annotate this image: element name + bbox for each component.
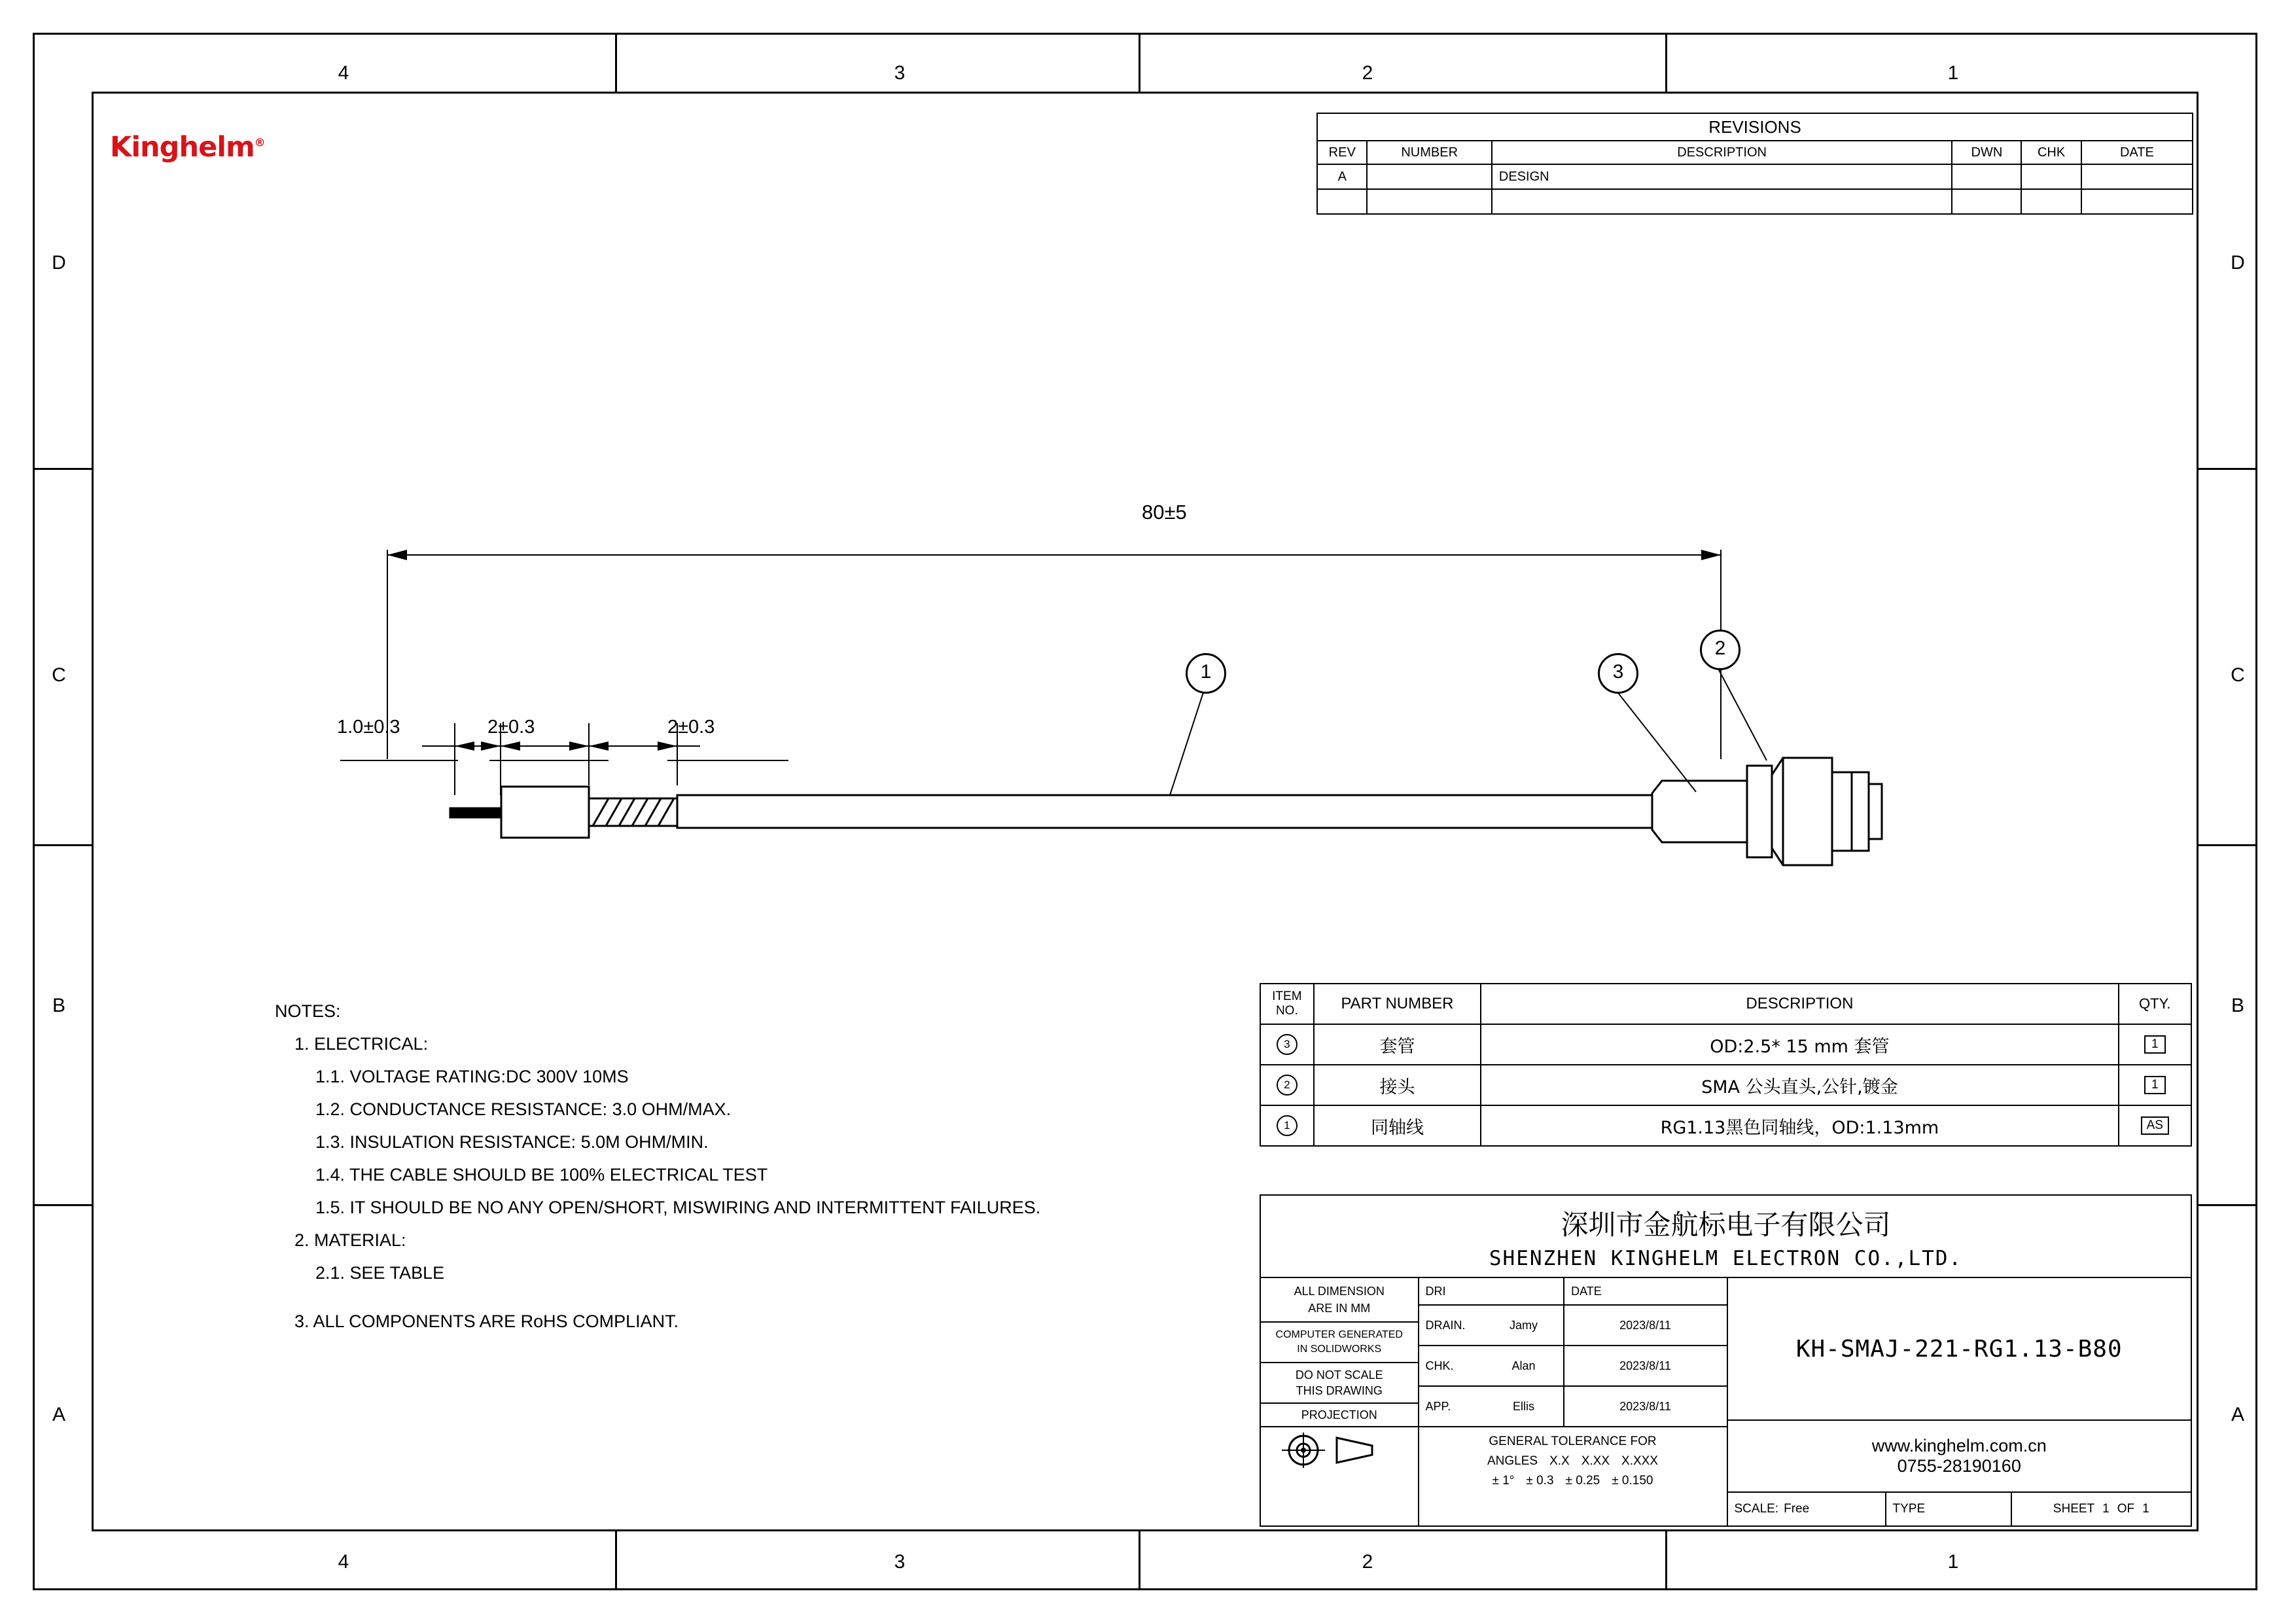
zone-top-2: 2 bbox=[1362, 62, 1373, 84]
approval-row bbox=[1419, 1306, 1727, 1346]
bom-cell-item bbox=[1260, 1065, 1314, 1105]
type-label: TYPE bbox=[1892, 1502, 1926, 1516]
tolerance-head-xxxx: X.XXX bbox=[1621, 1454, 1658, 1468]
approval-date: 2023/8/11 bbox=[1619, 1400, 1671, 1413]
all-dimension-line2: ARE IN MM bbox=[1308, 1302, 1371, 1315]
dri-label: DRI bbox=[1419, 1278, 1565, 1304]
do-not-scale-line2: THIS DRAWING bbox=[1296, 1384, 1383, 1397]
note-line: 2. MATERIAL: bbox=[294, 1230, 406, 1250]
sheet-total: 1 bbox=[2142, 1502, 2149, 1516]
revisions-cell-dwn bbox=[1952, 164, 2021, 189]
revisions-cell-chk bbox=[2021, 189, 2081, 214]
zone-right-C: C bbox=[2231, 664, 2245, 686]
dim-jacket: 2±0.3 bbox=[667, 717, 715, 738]
balloon-2: 2 bbox=[1700, 630, 1740, 670]
frame-tick bbox=[1139, 33, 1140, 92]
revisions-cell-date bbox=[2081, 189, 2193, 214]
bom-row bbox=[1260, 1024, 2191, 1065]
bom-row bbox=[1260, 1065, 2191, 1105]
projection-symbol bbox=[1261, 1427, 1418, 1473]
bom-cell-part-number: 同轴线 bbox=[1314, 1105, 1481, 1146]
zone-top-3: 3 bbox=[894, 62, 906, 84]
tolerance-val-xxx: ± 0.25 bbox=[1565, 1474, 1600, 1488]
frame-tick bbox=[33, 468, 92, 470]
sheet-number: 1 bbox=[2102, 1502, 2110, 1516]
tolerance-block bbox=[1419, 1427, 1727, 1495]
bom-item-balloon: 1 bbox=[1277, 1115, 1298, 1136]
revisions-header-rev: REV bbox=[1317, 141, 1367, 164]
zone-bottom-2: 2 bbox=[1362, 1551, 1373, 1573]
bom-header-qty: QTY. bbox=[2119, 984, 2191, 1024]
title-block bbox=[1260, 1194, 2192, 1527]
logo-registered-mark: ® bbox=[254, 136, 265, 150]
all-dimension-note bbox=[1261, 1278, 1418, 1323]
zone-bottom-4: 4 bbox=[338, 1551, 349, 1573]
note-line: 1.1. VOLTAGE RATING:DC 300V 10MS bbox=[315, 1067, 629, 1086]
note-line: 1.3. INSULATION RESISTANCE: 5.0M OHM/MIN. bbox=[315, 1132, 709, 1152]
tolerance-head-xxx: X.XX bbox=[1581, 1454, 1610, 1468]
frame-tick bbox=[1665, 33, 1667, 92]
company-name-cn: 深圳市金航标电子有限公司 bbox=[1561, 1209, 1891, 1241]
frame-tick bbox=[615, 33, 617, 92]
zone-bottom-3: 3 bbox=[894, 1551, 906, 1573]
revisions-row bbox=[1317, 164, 2193, 189]
dim-overall-length: 80±5 bbox=[1142, 501, 1187, 524]
bom-header-description: DESCRIPTION bbox=[1481, 984, 2118, 1024]
approval-name: Ellis bbox=[1512, 1400, 1534, 1413]
first-angle-projection-icon bbox=[1274, 1430, 1405, 1471]
frame-tick bbox=[33, 844, 92, 846]
tolerance-val-xx: ± 0.3 bbox=[1526, 1474, 1554, 1488]
bom-table bbox=[1260, 983, 2192, 1147]
revisions-header-chk: CHK bbox=[2021, 141, 2081, 164]
approval-row bbox=[1419, 1387, 1727, 1427]
revisions-cell-description bbox=[1492, 189, 1952, 214]
note-line: 2.1. SEE TABLE bbox=[315, 1263, 445, 1283]
projection-label: PROJECTION bbox=[1261, 1404, 1418, 1427]
bom-row bbox=[1260, 1105, 2191, 1146]
revisions-cell-number bbox=[1367, 164, 1491, 189]
bom-cell-item bbox=[1260, 1105, 1314, 1146]
zone-bottom-1: 1 bbox=[1947, 1551, 1959, 1573]
revisions-header-date: DATE bbox=[2081, 141, 2193, 164]
revisions-header-dwn: DWN bbox=[1952, 141, 2021, 164]
revisions-block bbox=[1316, 113, 2193, 215]
computer-generated-line1: COMPUTER GENERATED bbox=[1275, 1329, 1403, 1340]
bom-header-item bbox=[1260, 984, 1314, 1024]
title-block-col-notes bbox=[1261, 1278, 1419, 1525]
bom-header-item-line1: ITEM bbox=[1272, 990, 1302, 1003]
bom-qty-box: 1 bbox=[2144, 1035, 2166, 1054]
bom-cell-qty bbox=[2119, 1024, 2191, 1065]
note-line: 1. ELECTRICAL: bbox=[294, 1034, 429, 1054]
bom-item-balloon: 3 bbox=[1277, 1034, 1298, 1055]
scale-value: Free bbox=[1784, 1502, 1810, 1516]
bom-qty-box: AS bbox=[2141, 1116, 2169, 1135]
tolerance-head-angles: ANGLES bbox=[1487, 1454, 1538, 1468]
approval-role: DRAIN. bbox=[1425, 1319, 1466, 1332]
do-not-scale-note bbox=[1261, 1363, 1418, 1404]
dim-strip-left: 1.0±0.3 bbox=[337, 717, 400, 738]
balloon-3: 3 bbox=[1598, 653, 1638, 694]
logo-text: Kinghelm bbox=[110, 131, 255, 164]
approval-name: Alan bbox=[1511, 1359, 1536, 1372]
zone-left-D: D bbox=[52, 252, 66, 274]
sheet-label: SHEET bbox=[2053, 1502, 2095, 1516]
bom-cell-qty bbox=[2119, 1105, 2191, 1146]
bom-cell-description: RG1.13黑色同轴线，OD:1.13mm bbox=[1481, 1105, 2118, 1146]
zone-left-A: A bbox=[52, 1404, 65, 1425]
title-block-col-identity bbox=[1728, 1278, 2191, 1525]
zone-right-A: A bbox=[2231, 1404, 2244, 1425]
bom-header-part-number: PART NUMBER bbox=[1314, 984, 1481, 1024]
zone-right-B: B bbox=[2231, 995, 2244, 1016]
company-logo bbox=[110, 131, 265, 164]
revisions-cell-rev bbox=[1317, 189, 1367, 214]
approval-role: APP. bbox=[1425, 1400, 1451, 1413]
notes-heading: NOTES: bbox=[275, 1001, 341, 1021]
bom-cell-part-number: 套管 bbox=[1314, 1024, 1481, 1065]
note-line: 1.4. THE CABLE SHOULD BE 100% ELECTRICAL TEST bbox=[315, 1165, 768, 1185]
bom-qty-box: 1 bbox=[2144, 1076, 2166, 1094]
tolerance-title: GENERAL TOLERANCE FOR bbox=[1489, 1435, 1657, 1448]
revisions-header-description: DESCRIPTION bbox=[1492, 141, 1952, 164]
zone-top-4: 4 bbox=[338, 62, 349, 84]
sheet-of-label: OF bbox=[2117, 1502, 2135, 1516]
approval-date: 2023/8/11 bbox=[1619, 1319, 1671, 1332]
date-label: DATE bbox=[1571, 1285, 1602, 1298]
frame-tick bbox=[1139, 1531, 1140, 1590]
bom-header-item-line2: NO. bbox=[1275, 1004, 1298, 1018]
revisions-cell-number bbox=[1367, 189, 1491, 214]
revisions-cell-rev: A bbox=[1317, 164, 1367, 189]
revisions-cell-chk bbox=[2021, 164, 2081, 189]
revisions-cell-dwn bbox=[1952, 189, 2021, 214]
bom-cell-item bbox=[1260, 1024, 1314, 1065]
revisions-title: REVISIONS bbox=[1317, 113, 2193, 141]
computer-generated-line2: IN SOLIDWORKS bbox=[1297, 1344, 1382, 1355]
frame-tick bbox=[2199, 1204, 2257, 1206]
approval-date: 2023/8/11 bbox=[1619, 1359, 1671, 1372]
frame-tick bbox=[2199, 468, 2257, 470]
bom-cell-qty bbox=[2119, 1065, 2191, 1105]
revisions-header-number: NUMBER bbox=[1367, 141, 1491, 164]
company-website: www.kinghelm.com.cn bbox=[1871, 1436, 2047, 1455]
frame-tick bbox=[1665, 1531, 1667, 1590]
company-name-en: SHENZHEN KINGHELM ELECTRON CO.,LTD. bbox=[1489, 1247, 1963, 1270]
frame-tick bbox=[2199, 844, 2257, 846]
tolerance-head-xx: X.X bbox=[1549, 1454, 1570, 1468]
dim-braid: 2±0.3 bbox=[487, 717, 535, 738]
all-dimension-line1: ALL DIMENSION bbox=[1294, 1285, 1385, 1298]
title-block-grid bbox=[1261, 1277, 2191, 1525]
approval-name: Jamy bbox=[1509, 1319, 1538, 1332]
zone-left-B: B bbox=[52, 995, 65, 1016]
do-not-scale-line1: DO NOT SCALE bbox=[1295, 1368, 1383, 1382]
frame-tick bbox=[33, 1204, 92, 1206]
approval-role: CHK. bbox=[1425, 1359, 1454, 1372]
computer-generated-note bbox=[1261, 1323, 1418, 1363]
note-line: 1.5. IT SHOULD BE NO ANY OPEN/SHORT, MISWIRING AND INTERMITTENT FAILURES. bbox=[315, 1198, 1041, 1217]
revisions-cell-date bbox=[2081, 164, 2193, 189]
bom-cell-description: SMA 公头直头,公针,镀金 bbox=[1481, 1065, 2118, 1105]
notes-block bbox=[275, 995, 1040, 1338]
drawing-part-number: KH-SMAJ-221-RG1.13-B80 bbox=[1795, 1335, 2123, 1363]
bom-item-balloon: 2 bbox=[1277, 1075, 1298, 1096]
revisions-row bbox=[1317, 189, 2193, 214]
bom-cell-part-number: 接头 bbox=[1314, 1065, 1481, 1105]
revisions-cell-description: DESIGN bbox=[1492, 164, 1952, 189]
title-block-col-approvals bbox=[1419, 1278, 1728, 1525]
note-line: 3. ALL COMPONENTS ARE RoHS COMPLIANT. bbox=[294, 1311, 679, 1331]
note-line: 1.2. CONDUCTANCE RESISTANCE: 3.0 OHM/MAX. bbox=[315, 1099, 732, 1119]
bom-cell-description: OD:2.5* 15 mm 套管 bbox=[1481, 1024, 2118, 1065]
company-phone: 0755-28190160 bbox=[1897, 1456, 2021, 1476]
tolerance-val-xxxx: ± 0.150 bbox=[1612, 1474, 1653, 1488]
approval-row bbox=[1419, 1346, 1727, 1387]
zone-right-D: D bbox=[2231, 252, 2245, 274]
tolerance-val-angles: ± 1° bbox=[1492, 1474, 1515, 1488]
frame-tick bbox=[615, 1531, 617, 1590]
scale-label: SCALE: bbox=[1734, 1502, 1779, 1516]
zone-top-1: 1 bbox=[1947, 62, 1959, 84]
balloon-1: 1 bbox=[1186, 653, 1226, 694]
zone-left-C: C bbox=[52, 664, 66, 686]
